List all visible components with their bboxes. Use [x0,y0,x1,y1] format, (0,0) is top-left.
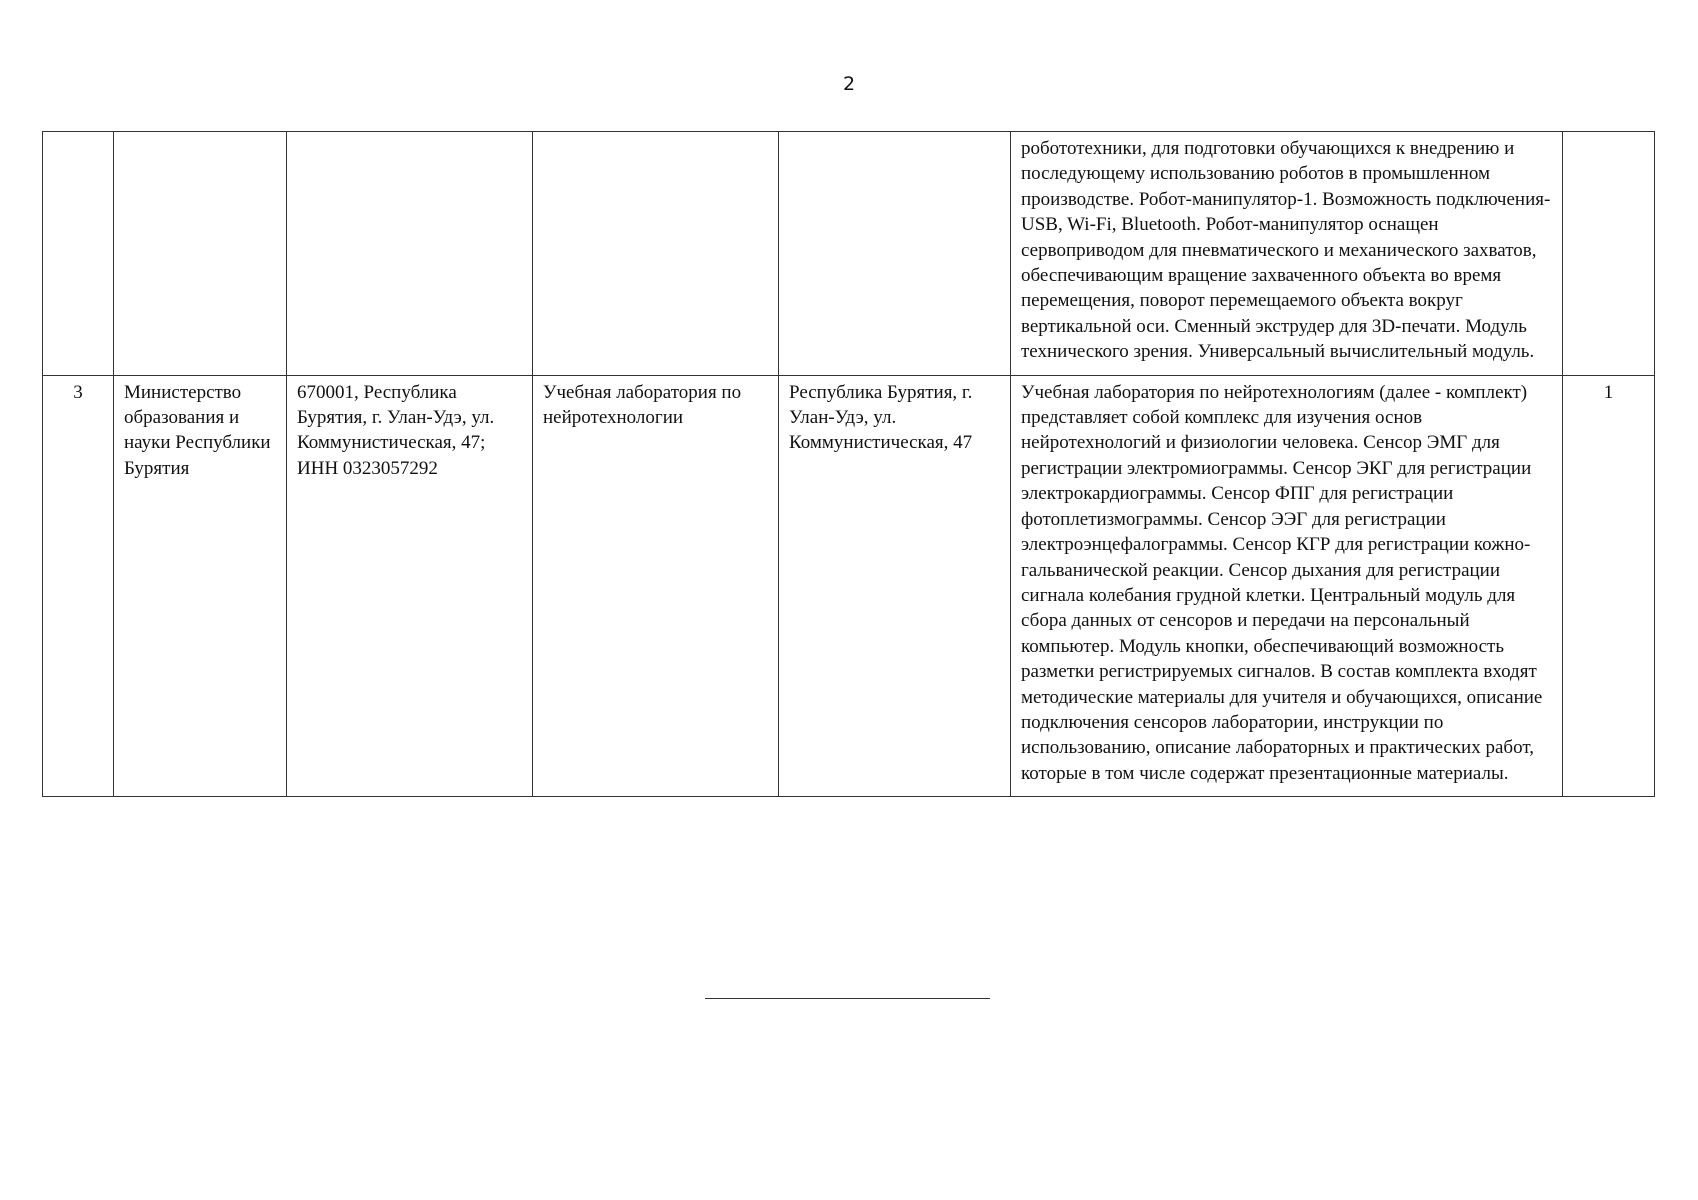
location-cell: Республика Бурятия, г. Улан-Удэ, ул. Коммунистическая, 47 [779,375,1011,797]
location-cell [779,132,1011,376]
address-cell [287,132,533,376]
item-name-cell: Учебная лаборатория по нейротехнологии [533,375,779,797]
description-cell: робототехники, для подготовки обучающихся к внедрению и последующему использованию роботов в промышленном производстве. Робот-манипулятор-1. Возможность подключения- USB, Wi-Fi, Bluetooth. Робот-манипулятор оснащен сервоприводом для пневматического и механического захватов, обеспечивающим вращение захваченного объекта во время перемещения, поворот перемещаемого объекта вокруг вертикальной оси. Сменный экструдер для 3D-печати. Модуль технического зрения. Универсальный вычислительный модуль. [1011,132,1563,376]
quantity-cell: 1 [1563,375,1655,797]
row-number-cell: 3 [43,375,114,797]
authority-cell: Министерство образования и науки Республики Бурятия [114,375,287,797]
quantity-cell [1563,132,1655,376]
table-row [43,375,1655,797]
table-row [43,132,1655,376]
description-cell: Учебная лаборатория по нейротехнологиям (далее - комплект) представляет собой комплекс для изучения основ нейротехнологий и физиологии человека. Сенсор ЭМГ для регистрации электромиограммы. Сенсор ЭКГ для регистрации электрокардиограммы. Сенсор ФПГ для регистрации фотоплетизмограммы. Сенсор ЭЭГ для регистрации электроэнцефалограммы. Сенсор КГР для регистрации кожно-гальванической реакции. Сенсор дыхания для регистрации сигнала колебания грудной клетки. Центральный модуль для сбора данных от сенсоров и передачи на персональный компьютер. Модуль кнопки, обеспечивающий возможность разметки регистрируемых сигналов. В состав комплекта входят методические материалы для учителя и обучающихся, описание подключения сенсоров лаборатории, инструкции по использованию, описание лабораторных и практических работ, которые в том числе содержат презентационные материалы. [1011,375,1563,797]
footer-divider [705,998,990,999]
registry-table [42,131,1655,797]
row-number-cell [43,132,114,376]
authority-cell [114,132,287,376]
page-number: 2 [842,73,856,95]
item-name-cell [533,132,779,376]
address-cell: 670001, Республика Бурятия, г. Улан-Удэ, ул. Коммунистическая, 47; ИНН 0323057292 [287,375,533,797]
